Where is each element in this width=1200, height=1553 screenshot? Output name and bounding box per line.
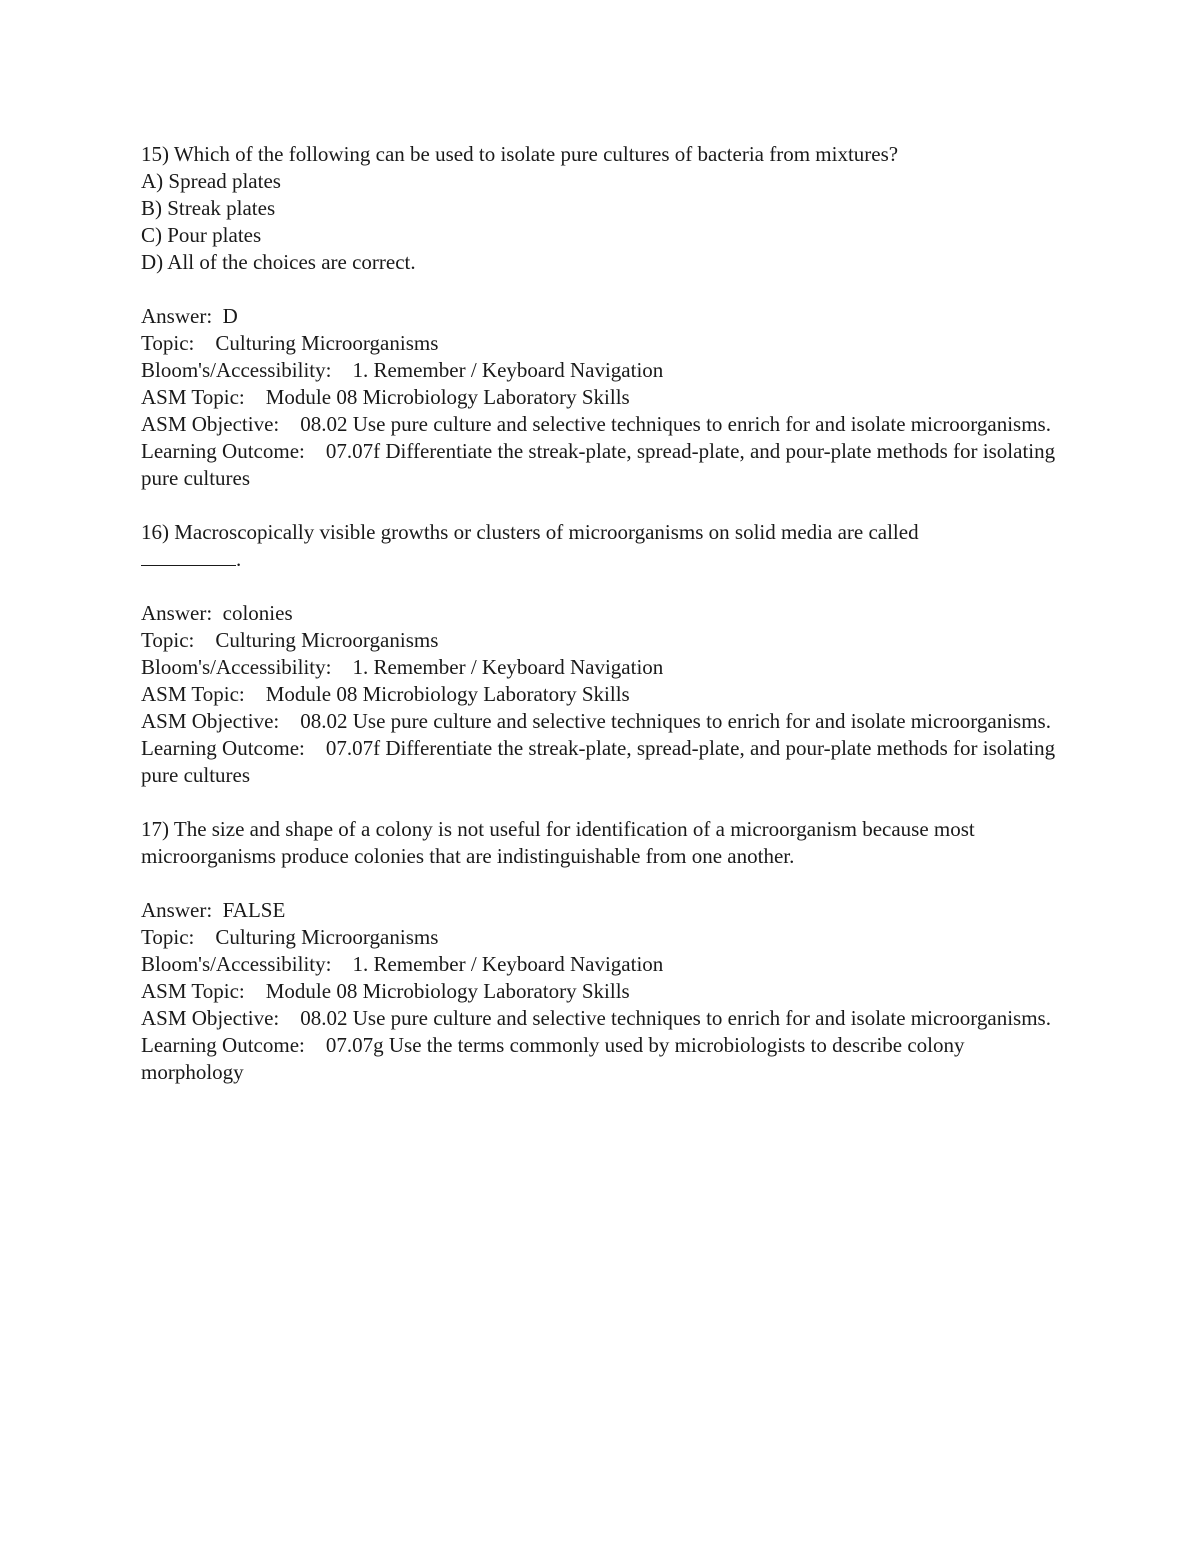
question-16 [141, 519, 1071, 789]
question-stem: 16) Macroscopically visible growths or clusters of microorganisms on solid media are called [141, 520, 919, 544]
spacer [141, 870, 1071, 897]
asm-topic-line: ASM Topic: Module 08 Microbiology Laboratory Skills [141, 385, 630, 409]
question-stem: 17) The size and shape of a colony is not useful for identification of a microorganism because most microorganisms produce colonies that are indistinguishable from one another. [141, 817, 980, 868]
spacer [141, 789, 1071, 816]
blooms-line: Bloom's/Accessibility: 1. Remember / Keyboard Navigation [141, 358, 664, 382]
asm-objective-line: ASM Objective: 08.02 Use pure culture and selective techniques to enrich for and isolate microorganisms. [141, 709, 1051, 733]
fill-in-blank [141, 546, 1071, 573]
answer-line: Answer: D [141, 304, 238, 328]
choice-b: B) Streak plates [141, 196, 276, 220]
topic-line: Topic: Culturing Microorganisms [141, 925, 439, 949]
choice-a: A) Spread plates [141, 169, 281, 193]
spacer [141, 492, 1071, 519]
learning-outcome-line: Learning Outcome: 07.07g Use the terms commonly used by microbiologists to describe colony morphology [141, 1033, 970, 1084]
blooms-line: Bloom's/Accessibility: 1. Remember / Keyboard Navigation [141, 952, 664, 976]
question-stem: 15) Which of the following can be used to isolate pure cultures of bacteria from mixtures? [141, 142, 899, 166]
learning-outcome-line: Learning Outcome: 07.07f Differentiate the streak-plate, spread-plate, and pour-plate methods for isolating pure cultures [141, 736, 1061, 787]
asm-topic-line: ASM Topic: Module 08 Microbiology Laboratory Skills [141, 979, 630, 1003]
topic-line: Topic: Culturing Microorganisms [141, 628, 439, 652]
spacer [141, 573, 1071, 600]
question-17 [141, 816, 1071, 1086]
asm-objective-line: ASM Objective: 08.02 Use pure culture and selective techniques to enrich for and isolate microorganisms. [141, 1006, 1051, 1030]
asm-topic-line: ASM Topic: Module 08 Microbiology Laboratory Skills [141, 682, 630, 706]
blank-suffix: . [236, 547, 242, 571]
document-page [141, 141, 1071, 1086]
blooms-line: Bloom's/Accessibility: 1. Remember / Keyboard Navigation [141, 655, 664, 679]
answer-line: Answer: colonies [141, 601, 293, 625]
spacer [141, 276, 1071, 303]
topic-line: Topic: Culturing Microorganisms [141, 331, 439, 355]
answer-line: Answer: FALSE [141, 898, 286, 922]
learning-outcome-line: Learning Outcome: 07.07f Differentiate the streak-plate, spread-plate, and pour-plate methods for isolating pure cultures [141, 439, 1061, 490]
answer-blank [141, 547, 236, 566]
question-15 [141, 141, 1071, 492]
choice-c: C) Pour plates [141, 223, 262, 247]
choice-d: D) All of the choices are correct. [141, 250, 416, 274]
asm-objective-line: ASM Objective: 08.02 Use pure culture and selective techniques to enrich for and isolate microorganisms. [141, 412, 1051, 436]
